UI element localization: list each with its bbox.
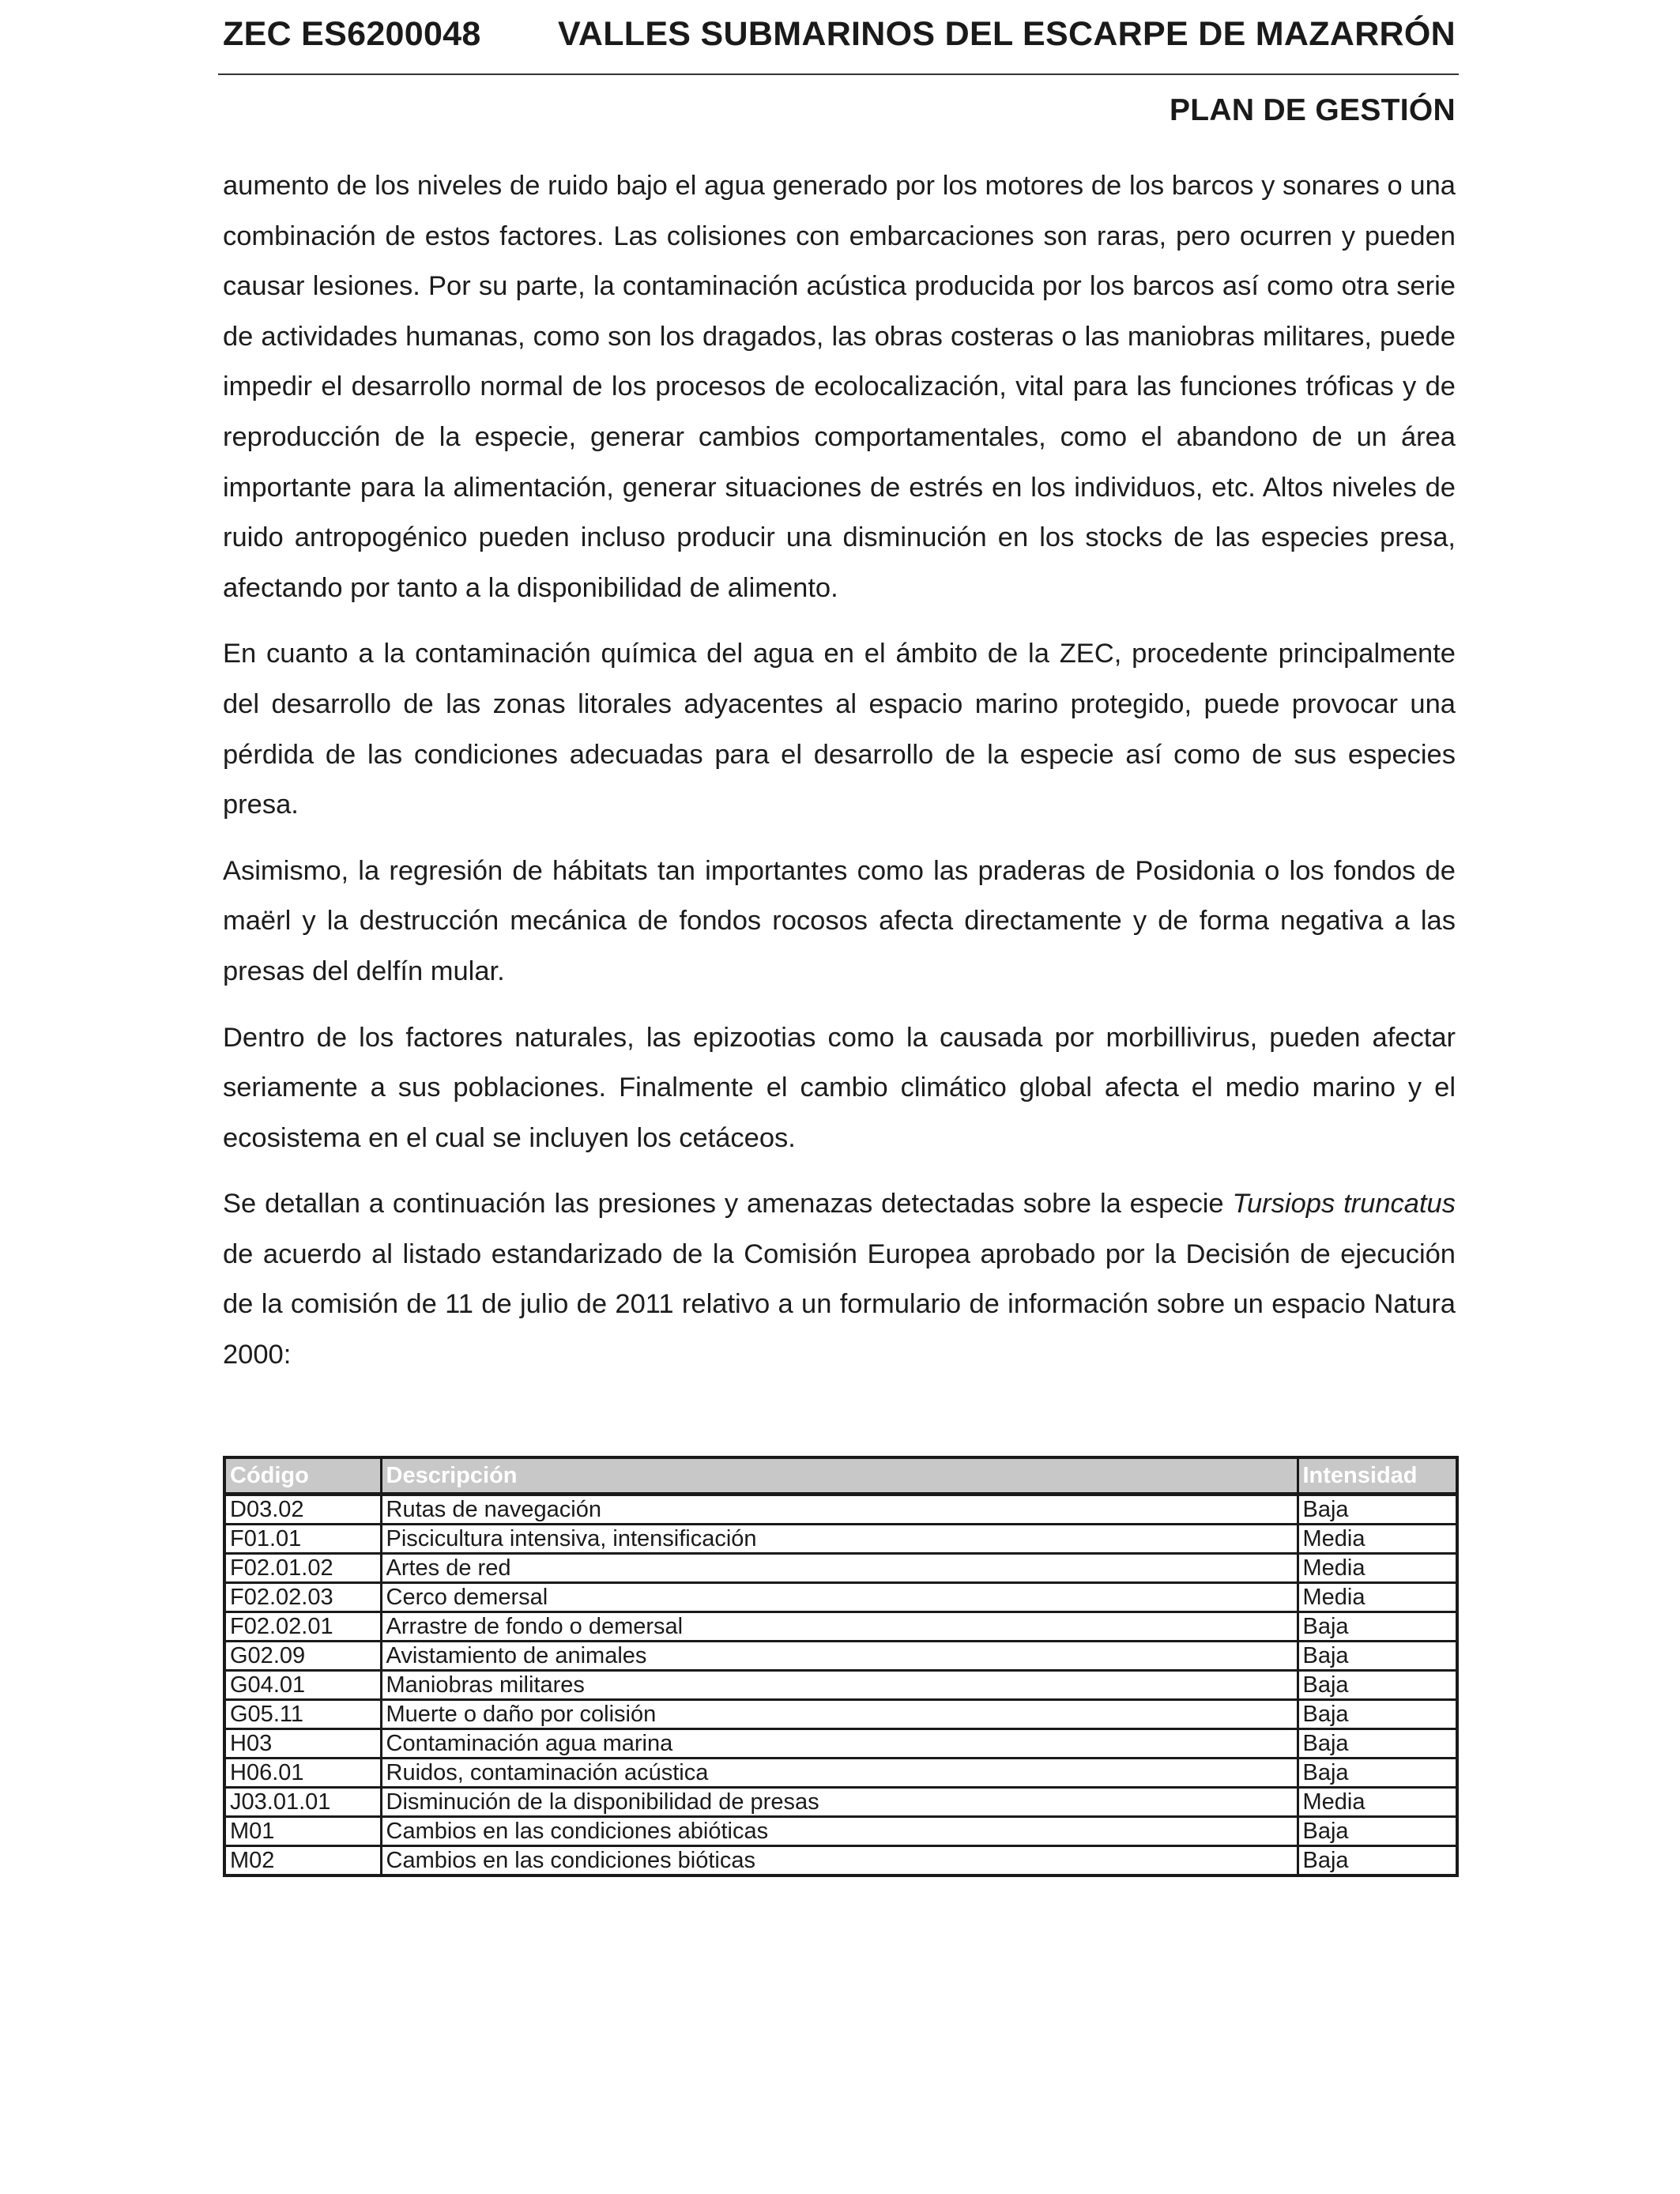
- cell-code: J03.01.01: [224, 1788, 381, 1817]
- cell-description: Contaminación agua marina: [381, 1729, 1298, 1759]
- cell-intensity: Baja: [1298, 1846, 1457, 1876]
- cell-code: D03.02: [224, 1495, 381, 1525]
- column-header-code: Código: [224, 1457, 381, 1495]
- column-header-intensity: Intensidad: [1298, 1457, 1457, 1495]
- page-header: [223, 11, 1456, 57]
- intro-text-start: Se detallan a continuación las presiones y amenazas detectadas sobre la especie: [223, 1189, 1233, 1220]
- cell-intensity: Baja: [1298, 1642, 1457, 1671]
- cell-code: F02.02.01: [224, 1612, 381, 1642]
- table-row: [224, 1788, 1457, 1817]
- cell-intensity: Media: [1298, 1554, 1457, 1583]
- table-row: [224, 1700, 1457, 1729]
- table-body: [224, 1495, 1457, 1876]
- cell-intensity: Baja: [1298, 1729, 1457, 1759]
- cell-intensity: Media: [1298, 1583, 1457, 1612]
- site-code: ZEC ES6200048: [223, 14, 481, 53]
- site-title: VALLES SUBMARINOS DEL ESCARPE DE MAZARRÓN: [558, 14, 1456, 53]
- threats-table: [223, 1456, 1459, 1877]
- cell-code: H03: [224, 1729, 381, 1759]
- paragraph-noise-impacts: aumento de los niveles de ruido bajo el agua generado por los motores de los barcos y sonares o una combinación de estos factores. Las colisiones con embarcaciones son raras, pero ocurren y pueden causar lesiones. Por su parte, la contaminación acústica producida por los barcos así como otra serie de actividades humanas, como son los dragados, las obras costeras o las maniobras militares, puede impedir el desarrollo normal de los procesos de ecolocalización, vital para las funciones tróficas y de reproducción de la especie, generar cambios comportamentales, como el abandono de un área importante para la alimentación, generar situaciones de estrés en los individuos, etc. Altos niveles de ruido antropogénico pueden incluso producir una disminución en los stocks de las especies presa, afectando por tanto a la disponibilidad de alimento.: [223, 171, 1456, 603]
- species-name: Tursiops truncatus: [1232, 1189, 1456, 1220]
- table-row: [224, 1817, 1457, 1846]
- cell-intensity: Media: [1298, 1788, 1457, 1817]
- cell-description: Avistamiento de animales: [381, 1642, 1298, 1671]
- paragraph-habitat-regression: Asimismo, la regresión de hábitats tan importantes como las praderas de Posidonia o los fondos de maërl y la destrucción mecánica de fondos rocosos afecta directamente y de forma negativa a las presas del delfín mular.: [223, 855, 1456, 986]
- cell-description: Maniobras militares: [381, 1671, 1298, 1700]
- table-row: [224, 1583, 1457, 1612]
- body-text: [223, 161, 1456, 1397]
- cell-intensity: Baja: [1298, 1759, 1457, 1788]
- table-header-row: [224, 1457, 1457, 1495]
- cell-description: Cambios en las condiciones bióticas: [381, 1846, 1298, 1876]
- cell-code: F02.01.02: [224, 1554, 381, 1583]
- table-row: [224, 1612, 1457, 1642]
- cell-description: Disminución de la disponibilidad de presas: [381, 1788, 1298, 1817]
- cell-description: Piscicultura intensiva, intensificación: [381, 1525, 1298, 1554]
- cell-description: Ruidos, contaminación acústica: [381, 1759, 1298, 1788]
- intro-text-end: de acuerdo al listado estandarizado de la Comisión Europea aprobado por la Decisión de ejecución de la comisión de 11 de julio de 2011 relativo a un formulario de información sobre un espacio Natura 2000:: [223, 1238, 1456, 1370]
- column-header-description: Descripción: [381, 1457, 1298, 1495]
- cell-intensity: Baja: [1298, 1700, 1457, 1729]
- table-row: [224, 1846, 1457, 1876]
- cell-description: Muerte o daño por colisión: [381, 1700, 1298, 1729]
- cell-code: G04.01: [224, 1671, 381, 1700]
- cell-intensity: Media: [1298, 1525, 1457, 1554]
- table-row: [224, 1495, 1457, 1525]
- cell-code: M02: [224, 1846, 381, 1876]
- cell-code: F01.01: [224, 1525, 381, 1554]
- cell-code: G02.09: [224, 1642, 381, 1671]
- paragraph-natural-factors: Dentro de los factores naturales, las epizootias como la causada por morbillivirus, pueden afectar seriamente a sus poblaciones. Finalmente el cambio climático global afecta el medio marino y el ecosistema en el cual se incluyen los cetáceos.: [223, 1022, 1456, 1153]
- cell-description: Arrastre de fondo o demersal: [381, 1612, 1298, 1642]
- paragraph-chemical-pollution: En cuanto a la contaminación química del agua en el ámbito de la ZEC, procedente principalmente del desarrollo de las zonas litorales adyacentes al espacio marino protegido, puede provocar una pérdida de las condiciones adecuadas para el desarrollo de la especie así como de sus especies presa.: [223, 639, 1456, 820]
- cell-code: M01: [224, 1817, 381, 1846]
- table-row: [224, 1729, 1457, 1759]
- cell-code: G05.11: [224, 1700, 381, 1729]
- cell-code: H06.01: [224, 1759, 381, 1788]
- cell-description: Rutas de navegación: [381, 1495, 1298, 1525]
- paragraph-threats-intro: [223, 1179, 1456, 1380]
- cell-code: F02.02.03: [224, 1583, 381, 1612]
- table-row: [224, 1759, 1457, 1788]
- table-row: [224, 1671, 1457, 1700]
- cell-intensity: Baja: [1298, 1612, 1457, 1642]
- header-divider: [218, 74, 1459, 75]
- cell-intensity: Baja: [1298, 1817, 1457, 1846]
- table-row: [224, 1642, 1457, 1671]
- table-row: [224, 1554, 1457, 1583]
- cell-intensity: Baja: [1298, 1671, 1457, 1700]
- table-row: [224, 1525, 1457, 1554]
- cell-description: Cerco demersal: [381, 1583, 1298, 1612]
- cell-description: Artes de red: [381, 1554, 1298, 1583]
- cell-description: Cambios en las condiciones abióticas: [381, 1817, 1298, 1846]
- cell-intensity: Baja: [1298, 1495, 1457, 1525]
- document-subtitle: PLAN DE GESTIÓN: [1169, 93, 1456, 127]
